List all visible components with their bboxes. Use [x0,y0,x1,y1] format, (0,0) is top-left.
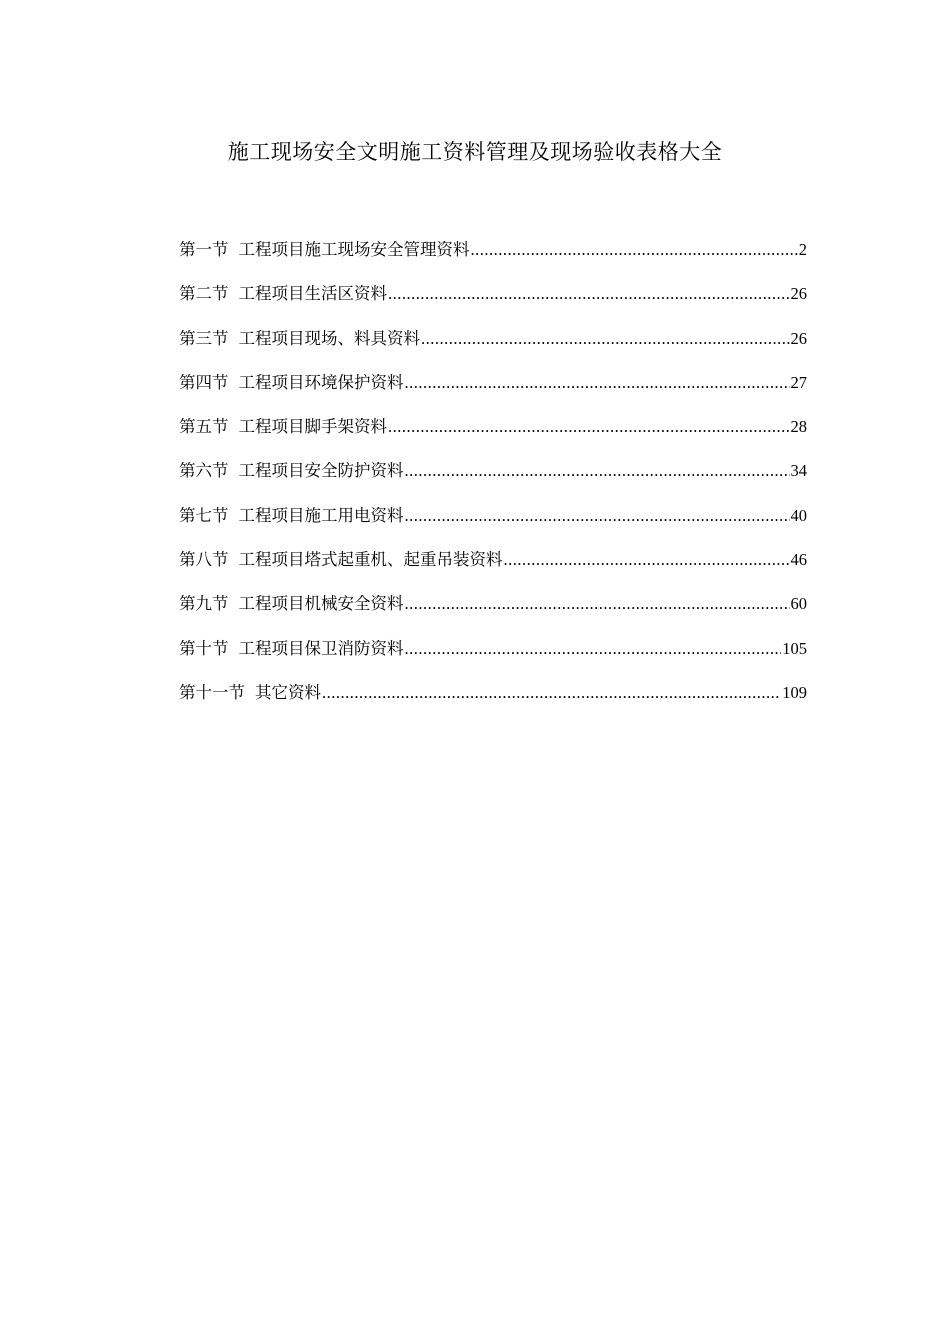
toc-entry-label [179,546,503,574]
toc-section-number: 第三节 [179,328,229,348]
toc-entry-label [179,236,470,264]
toc-entry-label [179,457,404,485]
toc-dot-leader [388,280,790,308]
toc-section-number: 第五节 [179,417,229,437]
toc-entry-4[interactable] [179,369,807,413]
toc-section-title: 工程项目现场、料具资料 [238,328,420,348]
toc-page-number: 26 [790,328,807,348]
toc-entry-label [179,679,321,707]
toc-dot-leader [471,236,798,264]
toc-page-number: 60 [790,594,807,614]
page-title: 施工现场安全文明施工资料管理及现场验收表格大全 [227,140,723,164]
toc-section-title: 工程项目保卫消防资料 [238,638,404,658]
toc-dot-leader [405,590,790,618]
toc-dot-leader [388,413,790,441]
toc-page-number: 2 [798,240,807,259]
toc-section-title: 工程项目机械安全资料 [238,594,404,614]
toc-dot-leader [504,546,790,574]
toc-entry-label [179,325,420,353]
toc-dot-leader [405,369,790,397]
toc-entry-label [179,590,404,618]
toc-page-number: 109 [782,682,807,702]
toc-page-number: 46 [790,550,807,570]
toc-entry-label [179,413,387,441]
toc-section-number: 第六节 [179,461,229,481]
toc-section-title: 工程项目生活区资料 [238,284,387,304]
toc-entry-11[interactable] [179,679,807,723]
toc-dot-leader [405,502,790,530]
toc-dot-leader [322,679,781,707]
toc-section-title: 工程项目环境保护资料 [238,372,404,392]
toc-section-number: 第七节 [179,505,229,525]
toc-dot-leader [421,325,790,353]
toc-entry-label [179,369,404,397]
toc-entry-label [179,635,404,663]
toc-entry-8[interactable] [179,546,807,590]
toc-section-number: 第八节 [179,550,229,570]
toc-section-title: 工程项目施工用电资料 [238,505,404,525]
toc-section-title: 工程项目塔式起重机、起重吊装资料 [238,550,503,570]
toc-section-number: 第一节 [179,240,229,259]
toc-section-title: 其它资料 [255,682,321,702]
toc-page-number: 27 [790,372,807,392]
toc-entry-2[interactable] [179,280,807,324]
toc-entry-label [179,502,404,530]
toc-page-number: 28 [790,417,807,437]
toc-entry-7[interactable] [179,502,807,546]
toc-entry-10[interactable] [179,635,807,679]
toc-section-number: 第二节 [179,284,229,304]
toc-entry-label [179,280,387,308]
toc-entry-6[interactable] [179,457,807,501]
toc-entry-5[interactable] [179,413,807,457]
toc-page-number: 105 [782,638,807,658]
toc-page-number: 26 [790,284,807,304]
table-of-contents [179,236,807,723]
toc-page-number: 40 [790,505,807,525]
toc-section-title: 工程项目安全防护资料 [238,461,404,481]
toc-entry-9[interactable] [179,590,807,634]
toc-section-number: 第四节 [179,372,229,392]
toc-dot-leader [405,635,782,663]
toc-page-number: 34 [790,461,807,481]
toc-section-number: 第十一节 [179,682,245,702]
toc-section-number: 第九节 [179,594,229,614]
toc-section-title: 工程项目脚手架资料 [238,417,387,437]
toc-entry-1[interactable] [179,236,807,280]
toc-section-number: 第十节 [179,638,229,658]
toc-section-title: 工程项目施工现场安全管理资料 [238,240,470,259]
toc-entry-3[interactable] [179,325,807,369]
toc-dot-leader [405,457,790,485]
